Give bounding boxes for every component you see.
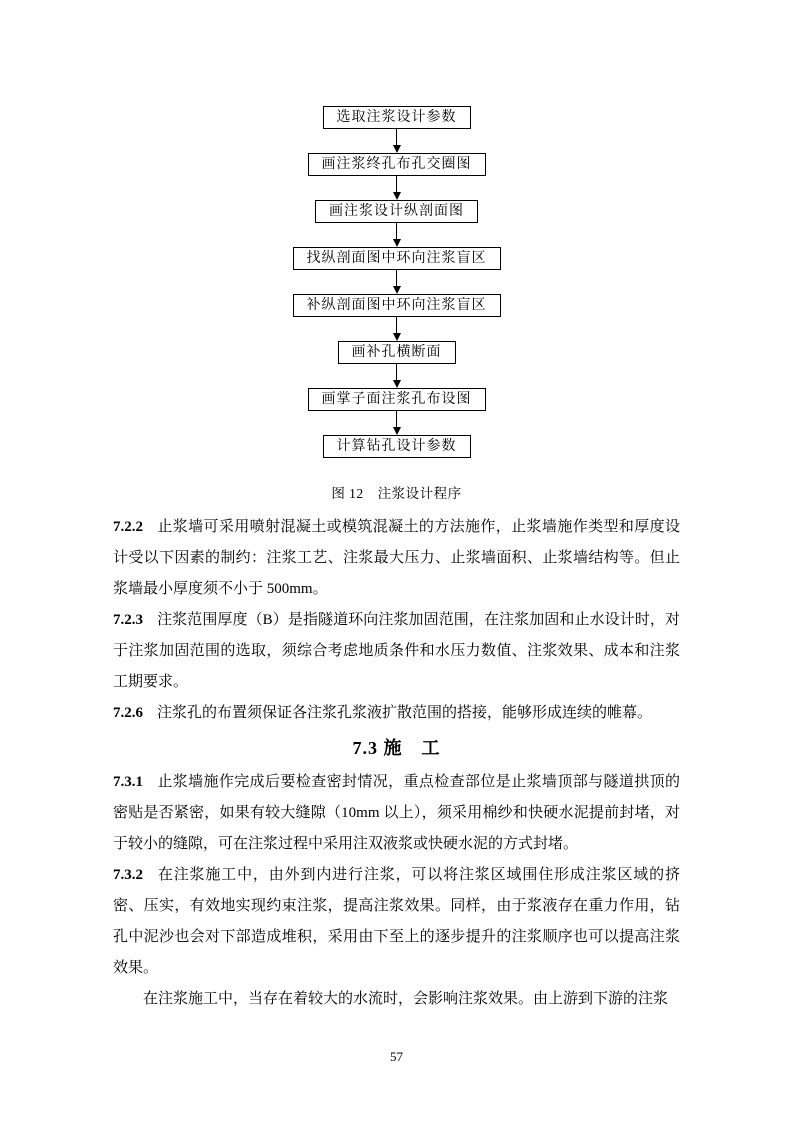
flowchart-step: 画注浆终孔布孔交圈图 — [308, 153, 486, 176]
flowchart-step: 画掌子面注浆孔布设图 — [308, 388, 486, 411]
clause-paragraph — [113, 860, 680, 984]
down-arrow-icon — [393, 223, 401, 247]
flowchart-step: 画补孔横断面 — [338, 341, 456, 364]
clause-paragraph — [113, 512, 680, 605]
flowchart — [0, 0, 793, 458]
down-arrow-icon — [393, 411, 401, 435]
down-arrow-icon — [393, 317, 401, 341]
clause-paragraph — [113, 605, 680, 698]
clause-paragraph — [113, 698, 680, 729]
figure-caption: 图 12 注浆设计程序 — [331, 486, 462, 501]
flowchart-step: 选取注浆设计参数 — [323, 106, 471, 129]
clause-number: 7.3.2 — [113, 867, 143, 883]
down-arrow-icon — [393, 364, 401, 388]
paragraph-text: 在注浆施工中，当存在着较大的水流时，会影响注浆效果。由上游到下游的注浆 — [143, 991, 669, 1007]
down-arrow-icon — [393, 270, 401, 294]
clause-paragraph — [113, 767, 680, 860]
clause-number: 7.2.6 — [113, 705, 143, 721]
flowchart-step: 计算钻孔设计参数 — [323, 435, 471, 458]
clause-text: 止浆墙可采用喷射混凝土或模筑混凝土的方法施作，止浆墙施作类型和厚度设计受以下因素的制约：注浆工艺、注浆最大压力、止浆墙面积、止浆墙结构等。但止浆墙最小厚度须不小于 500mm。 — [113, 519, 680, 597]
down-arrow-icon — [393, 176, 401, 200]
flowchart-step: 找纵剖面图中环向注浆盲区 — [293, 247, 501, 270]
closing-paragraph — [113, 984, 680, 1015]
flowchart-step: 补纵剖面图中环向注浆盲区 — [293, 294, 501, 317]
clause-text: 注浆孔的布置须保证各注浆孔浆液扩散范围的搭接，能够形成连续的帷幕。 — [157, 705, 653, 721]
page-number: 57 — [390, 1049, 403, 1064]
clause-number: 7.2.2 — [113, 519, 143, 535]
section-heading: 7.3 施 工 — [352, 738, 441, 758]
clause-number: 7.2.3 — [113, 612, 143, 628]
document-body — [0, 502, 793, 1015]
clause-text: 止浆墙施作完成后要检查密封情况，重点检查部位是止浆墙顶部与隧道拱顶的密贴是否紧密，如果有较大缝隙（10mm 以上），须采用棉纱和快硬水泥提前封堵，对于较小的缝隙，可在注浆过程中采用注双液浆或快硬水泥的方式封堵。 — [113, 774, 680, 852]
clause-text: 在注浆施工中，由外到内进行注浆，可以将注浆区域围住形成注浆区域的挤密、压实，有效地实现约束注浆，提高注浆效果。同样，由于浆液存在重力作用，钻孔中泥沙也会对下部造成堆积，采用由下至上的逐步提升的注浆顺序也可以提高注浆效果。 — [113, 867, 680, 976]
down-arrow-icon — [393, 129, 401, 153]
clause-number: 7.3.1 — [113, 774, 143, 790]
clause-text: 注浆范围厚度（B）是指隧道环向注浆加固范围，在注浆加固和止水设计时，对于注浆加固范围的选取，须综合考虑地质条件和水压力数值、注浆效果、成本和注浆工期要求。 — [113, 612, 680, 690]
flowchart-step: 画注浆设计纵剖面图 — [315, 200, 478, 223]
